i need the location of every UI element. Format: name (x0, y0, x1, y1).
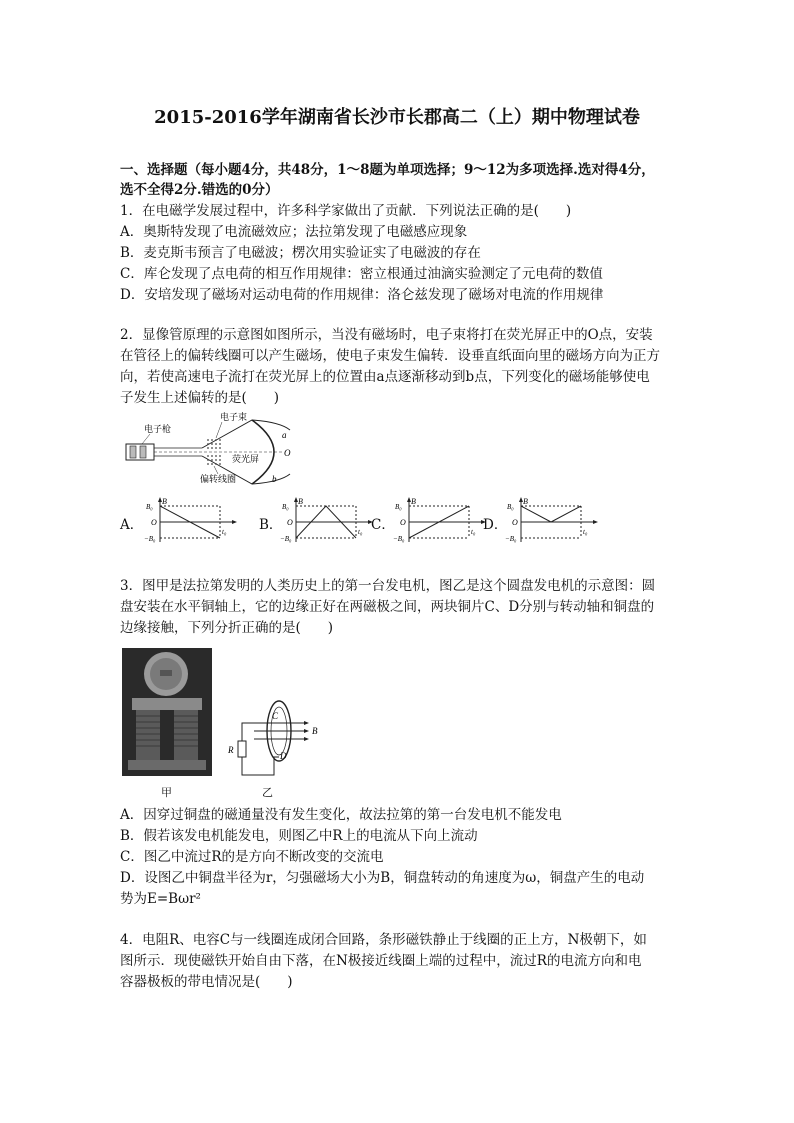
section-heading-line1: 一、选择题（每小题4分，共48分，1～8题为单项选择；9～12为多项选择.选对得4分， (120, 162, 655, 178)
graph-d-o: O (512, 518, 518, 527)
label-electron-gun: 电子枪 (144, 424, 172, 434)
page-title: 2015-2016学年湖南省长沙市长郡高二（上）期中物理试卷 (154, 107, 640, 128)
graph-a-o: O (151, 518, 157, 527)
graph-d-b0: B₀ (507, 503, 514, 511)
q4-stem-line2: 图所示．现使磁铁开始自由下落，在N极接近线圈上端的过程中，流过R的电流方向和电 (120, 953, 642, 969)
graph-a-b0: B₀ (146, 503, 153, 511)
label-a: a (282, 430, 287, 440)
q3-stem-line1: 3．图甲是法拉第发明的人类历史上的第一台发电机，图乙是这个圆盘发电机的示意图：圆 (120, 578, 656, 594)
graph-b-o: O (287, 518, 293, 527)
graph-c-b: B (411, 497, 416, 506)
label-electron-beam: 电子束 (220, 412, 248, 422)
q1-option-b: B．麦克斯韦预言了电磁波；楞次用实验证实了电磁波的存在 (120, 245, 481, 261)
graph-c-negb0: −B₀ (393, 535, 405, 543)
graph-d-b: B (523, 497, 528, 506)
q2-graph-a (144, 496, 239, 546)
q1-option-a: A．奥斯特发现了电流磁效应；法拉第发现了电磁感应现象 (120, 224, 468, 240)
q2-stem-line4: 子发生上述偏转的是( ) (120, 390, 280, 406)
graph-c-t0: t₀ (471, 528, 476, 536)
q2-option-b-label: B． (259, 517, 283, 533)
q2-option-c-label: C． (371, 517, 395, 533)
q3-option-b: B．假若该发电机能发电，则图乙中R上的电流从下向上流动 (120, 828, 478, 844)
q2-graph-b (280, 496, 375, 546)
q1-option-c: C．库仑发现了点电荷的相互作用规律：密立根通过油滴实验测定了元电荷的数值 (120, 266, 603, 282)
q2-graph-c (393, 496, 488, 546)
q2-graph-d (505, 496, 600, 546)
q2-stem-line1: 2．显像管原理的示意图如图所示，当没有磁场时，电子束将打在荧光屏正中的O点，安装 (120, 327, 653, 343)
graph-b-negb0: −B₀ (280, 535, 292, 543)
faraday-generator-photo (122, 648, 212, 776)
fig-jia-caption: 甲 (161, 786, 172, 799)
label-r: R (228, 745, 234, 755)
graph-a-negb0: −B₀ (144, 535, 156, 543)
q1-option-d: D．安培发现了磁场对运动电荷的作用规律：洛仑兹发现了磁场对电流的作用规律 (120, 287, 604, 303)
q2-option-d-label: D． (483, 517, 508, 533)
q3-option-a: A．因穿过铜盘的磁通量没有发生变化，故法拉第的第一台发电机不能发电 (120, 807, 562, 823)
graph-c-o: O (400, 518, 406, 527)
q4-stem-line1: 4．电阻R、电容C与一线圈连成闭合回路，条形磁铁静止于线圈的正上方，N极朝下，如 (120, 932, 647, 948)
q2-stem-line3: 向，若使高速电子流打在荧光屏上的位置由a点逐渐移动到b点，下列变化的磁场能够使电 (120, 369, 650, 385)
q3-option-c: C．图乙中流过R的是方向不断改变的交流电 (120, 849, 384, 865)
q2-stem-line2: 在管径上的偏转线圈可以产生磁场，使电子束发生偏转．设垂直纸面向里的磁场方向为正方 (120, 348, 660, 364)
q3-option-d-line2: 势为E=Bωr² (120, 891, 201, 907)
q1-stem: 1．在电磁学发展过程中，许多科学家做出了贡献．下列说法正确的是( ) (120, 203, 572, 219)
label-screen: 荧光屏 (232, 454, 260, 464)
graph-b-b0: B₀ (282, 503, 289, 511)
label-o: O (284, 448, 291, 458)
graph-a-t0: t₀ (222, 528, 227, 536)
disk-generator-schematic (224, 693, 334, 779)
graph-c-b0: B₀ (395, 503, 402, 511)
q3-stem-line2: 盘安装在水平铜轴上，它的边缘正好在两磁极之间，两块铜片C、D分别与转动轴和铜盘的 (120, 599, 655, 615)
label-d: D (280, 751, 287, 761)
crt-diagram (120, 408, 300, 490)
graph-a-b: B (162, 497, 167, 506)
label-deflection-coil: 偏转线圈 (200, 474, 237, 484)
fig-yi-caption: 乙 (262, 786, 273, 799)
q2-option-a-label: A． (120, 517, 144, 533)
q3-stem-line3: 边缘接触，下列分折正确的是( ) (120, 620, 334, 636)
graph-d-t0: t₀ (583, 528, 588, 536)
label-c: C (272, 711, 279, 721)
q3-option-d-line1: D．设图乙中铜盘半径为r，匀强磁场大小为B，铜盘转动的角速度为ω，铜盘产生的电动 (120, 870, 645, 886)
section-heading-line2: 选不全得2分.错选的0分） (120, 182, 279, 198)
graph-d-negb0: −B₀ (505, 535, 517, 543)
graph-b-t0: t₀ (358, 528, 363, 536)
graph-b-b: B (298, 497, 303, 506)
label-field-b: B (312, 726, 318, 736)
label-b: b (272, 474, 277, 484)
q4-stem-line3: 容器极板的带电情况是( ) (120, 974, 293, 990)
